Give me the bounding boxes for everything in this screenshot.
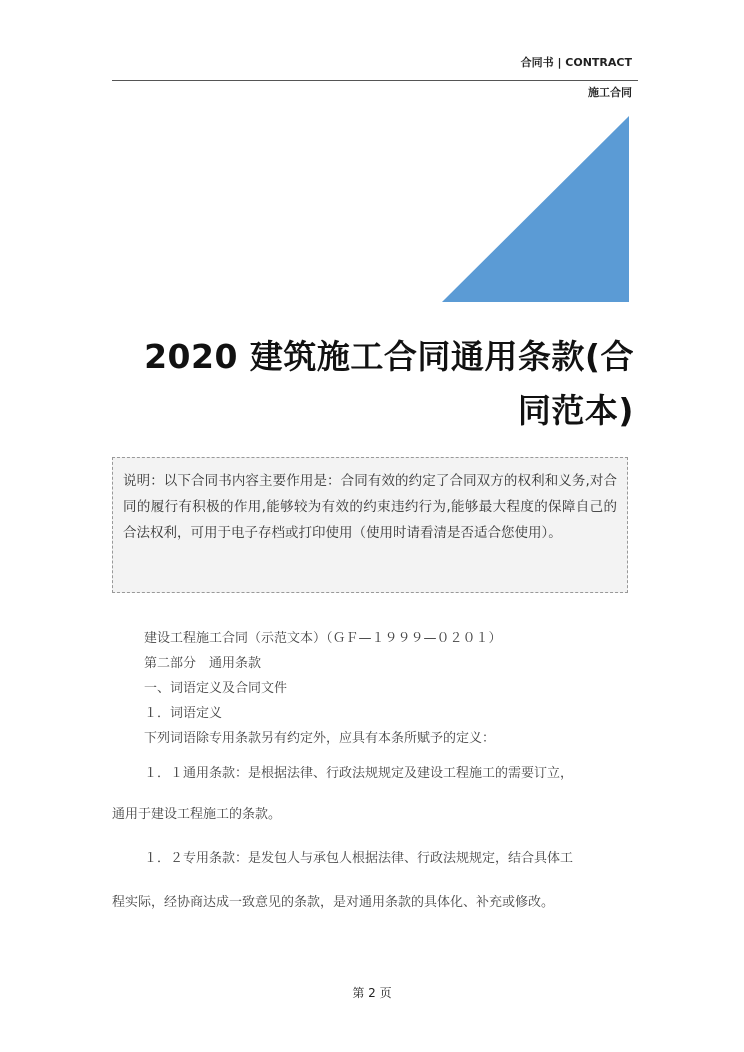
body-line-definitions-heading: １．词语定义 <box>144 706 223 721</box>
decorative-triangle <box>442 116 629 302</box>
header-subtitle: 施工合同 <box>588 86 632 99</box>
body-clause-1-2: １．２专用条款：是发包人与承包人根据法律、行政法规规定，结合具体工 <box>144 851 574 866</box>
body-line-part-two: 第二部分 通用条款 <box>144 656 262 671</box>
body-line-section-one: 一、词语定义及合同文件 <box>144 681 288 696</box>
body-clause-1-2-cont: 程实际，经协商达成一致意见的条款，是对通用条款的具体化、补充或修改。 <box>112 895 555 910</box>
contract-body <box>112 626 640 918</box>
body-line-standard-text: 建设工程施工合同（示范文本）（ＧＦ—１９９９—０２０１） <box>144 631 502 646</box>
header-divider <box>112 80 638 81</box>
body-line-definitions-intro: 下列词语除专用条款另有约定外，应具有本条所赋予的定义： <box>144 731 496 746</box>
body-clause-1-1-cont: 通用于建设工程施工的条款。 <box>112 807 282 822</box>
header-doc-type: 合同书 | CONTRACT <box>520 56 632 69</box>
page-number: 第 2 页 <box>352 986 392 1000</box>
body-clause-1-1: １．１通用条款：是根据法律、行政法规规定及建设工程施工的需要订立， <box>144 766 574 781</box>
document-title: 2020 建筑施工合同通用条款(合同范本) <box>144 337 634 430</box>
description-box: 说明：以下合同书内容主要作用是：合同有效的约定了合同双方的权利和义务,对合同的履行有积极的作用,能够较为有效的约束违约行为,能够最大程度的保障自己的合法权利，可用于电子存档或打印使用（使用时请看清是否适合您使用）。 <box>112 457 628 593</box>
